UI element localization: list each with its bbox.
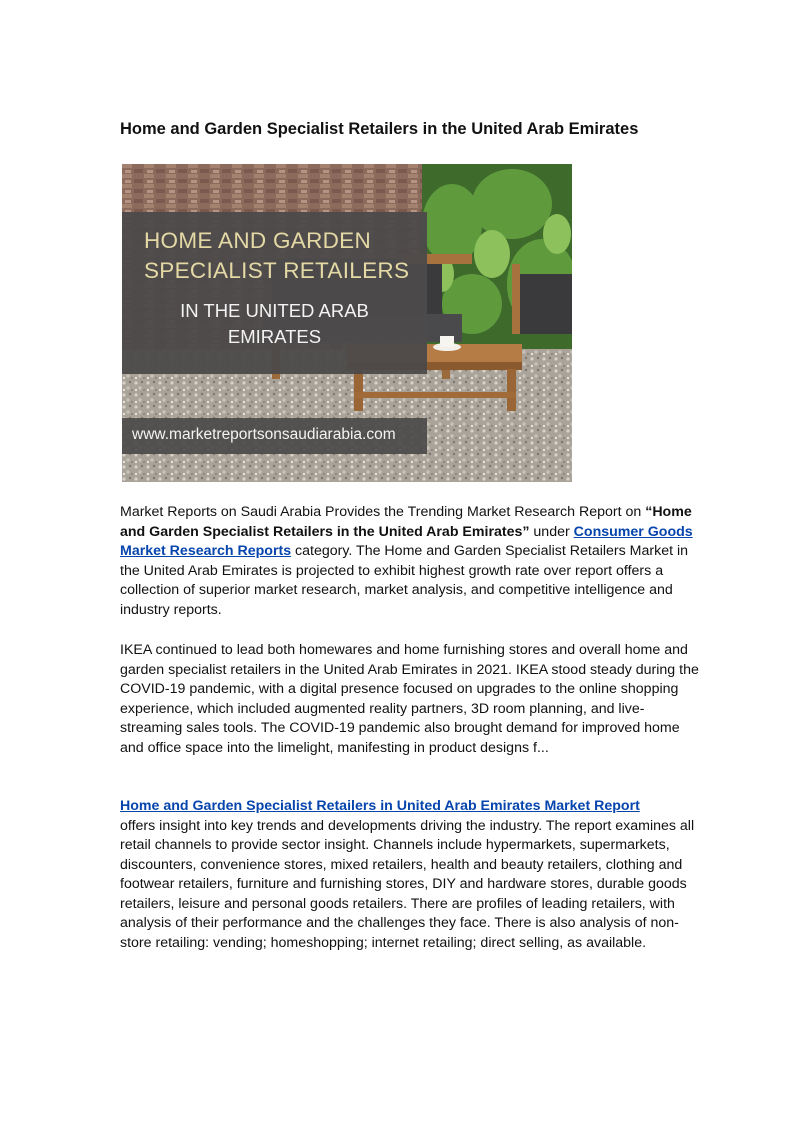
- banner-subtitle-line2: EMIRATES: [227, 326, 322, 347]
- category-description: category. The Home and Garden Specialist Retailers Market in the United Arab Emirates is projected to exhibit highest growth rate over report offers a collection of superior market research, market analysis, and competitive intelligence and industry reports.: [120, 543, 689, 618]
- under-text: under: [529, 523, 570, 540]
- intro-text: Market Reports on Saudi Arabia Provides the Trending Market Research Report on: [120, 504, 642, 520]
- market-report-link[interactable]: Home and Garden Specialist Retailers in United Arab Emirates Market Report: [120, 798, 640, 814]
- consumer-goods-link[interactable]: Consumer Goods Market Research Reports: [120, 523, 693, 559]
- banner-url: www.marketreportsonsaudiarabia.com: [132, 426, 396, 443]
- report-paragraph: [120, 797, 700, 953]
- banner-title: [144, 226, 409, 286]
- hero-banner-image: [122, 164, 572, 482]
- banner-subtitle-line1: IN THE UNITED ARAB: [180, 300, 369, 321]
- report-name: Home and Garden Specialist Retailers in the United Arab Emirates: [120, 504, 692, 540]
- close-quote: ”: [522, 523, 530, 540]
- ikea-paragraph: IKEA continued to lead both homewares and home furnishing stores and overall home and garden specialist retailers in the United Arab Emirates in 2021. IKEA stood steady during the COVID-19 pandemic, with a digital presence focused on upgrades to the online shopping experience, which included augmented reality partners, 3D room planning, and live-streaming sales tools. The COVID-19 pandemic also brought demand for improved home and office space into the limelight, manifesting in product designs f...: [120, 642, 699, 756]
- page-title: Home and Garden Specialist Retailers in the United Arab Emirates: [120, 120, 639, 138]
- report-description: offers insight into key trends and developments driving the industry. The report examines all retail channels to provide sector insight. Channels include hypermarkets, supermarkets, discounters, convenience stores, mixed retailers, health and beauty retailers, clothing and footwear retailers, furniture and furnishing stores, DIY and hardware stores, durable goods retailers, leisure and personal goods retailers. There are profiles of leading retailers, with analysis of their performance and the challenges they face. There is also analysis of non-store retailing: vending; homeshopping; internet retailing; direct selling, as available.: [120, 817, 695, 951]
- banner-title-line2: SPECIALIST RETAILERS: [144, 258, 410, 283]
- banner-subtitle: [167, 298, 382, 350]
- intro-paragraph: [120, 503, 700, 620]
- banner-title-line1: HOME AND GARDEN: [144, 228, 372, 253]
- open-quote: “: [645, 504, 653, 520]
